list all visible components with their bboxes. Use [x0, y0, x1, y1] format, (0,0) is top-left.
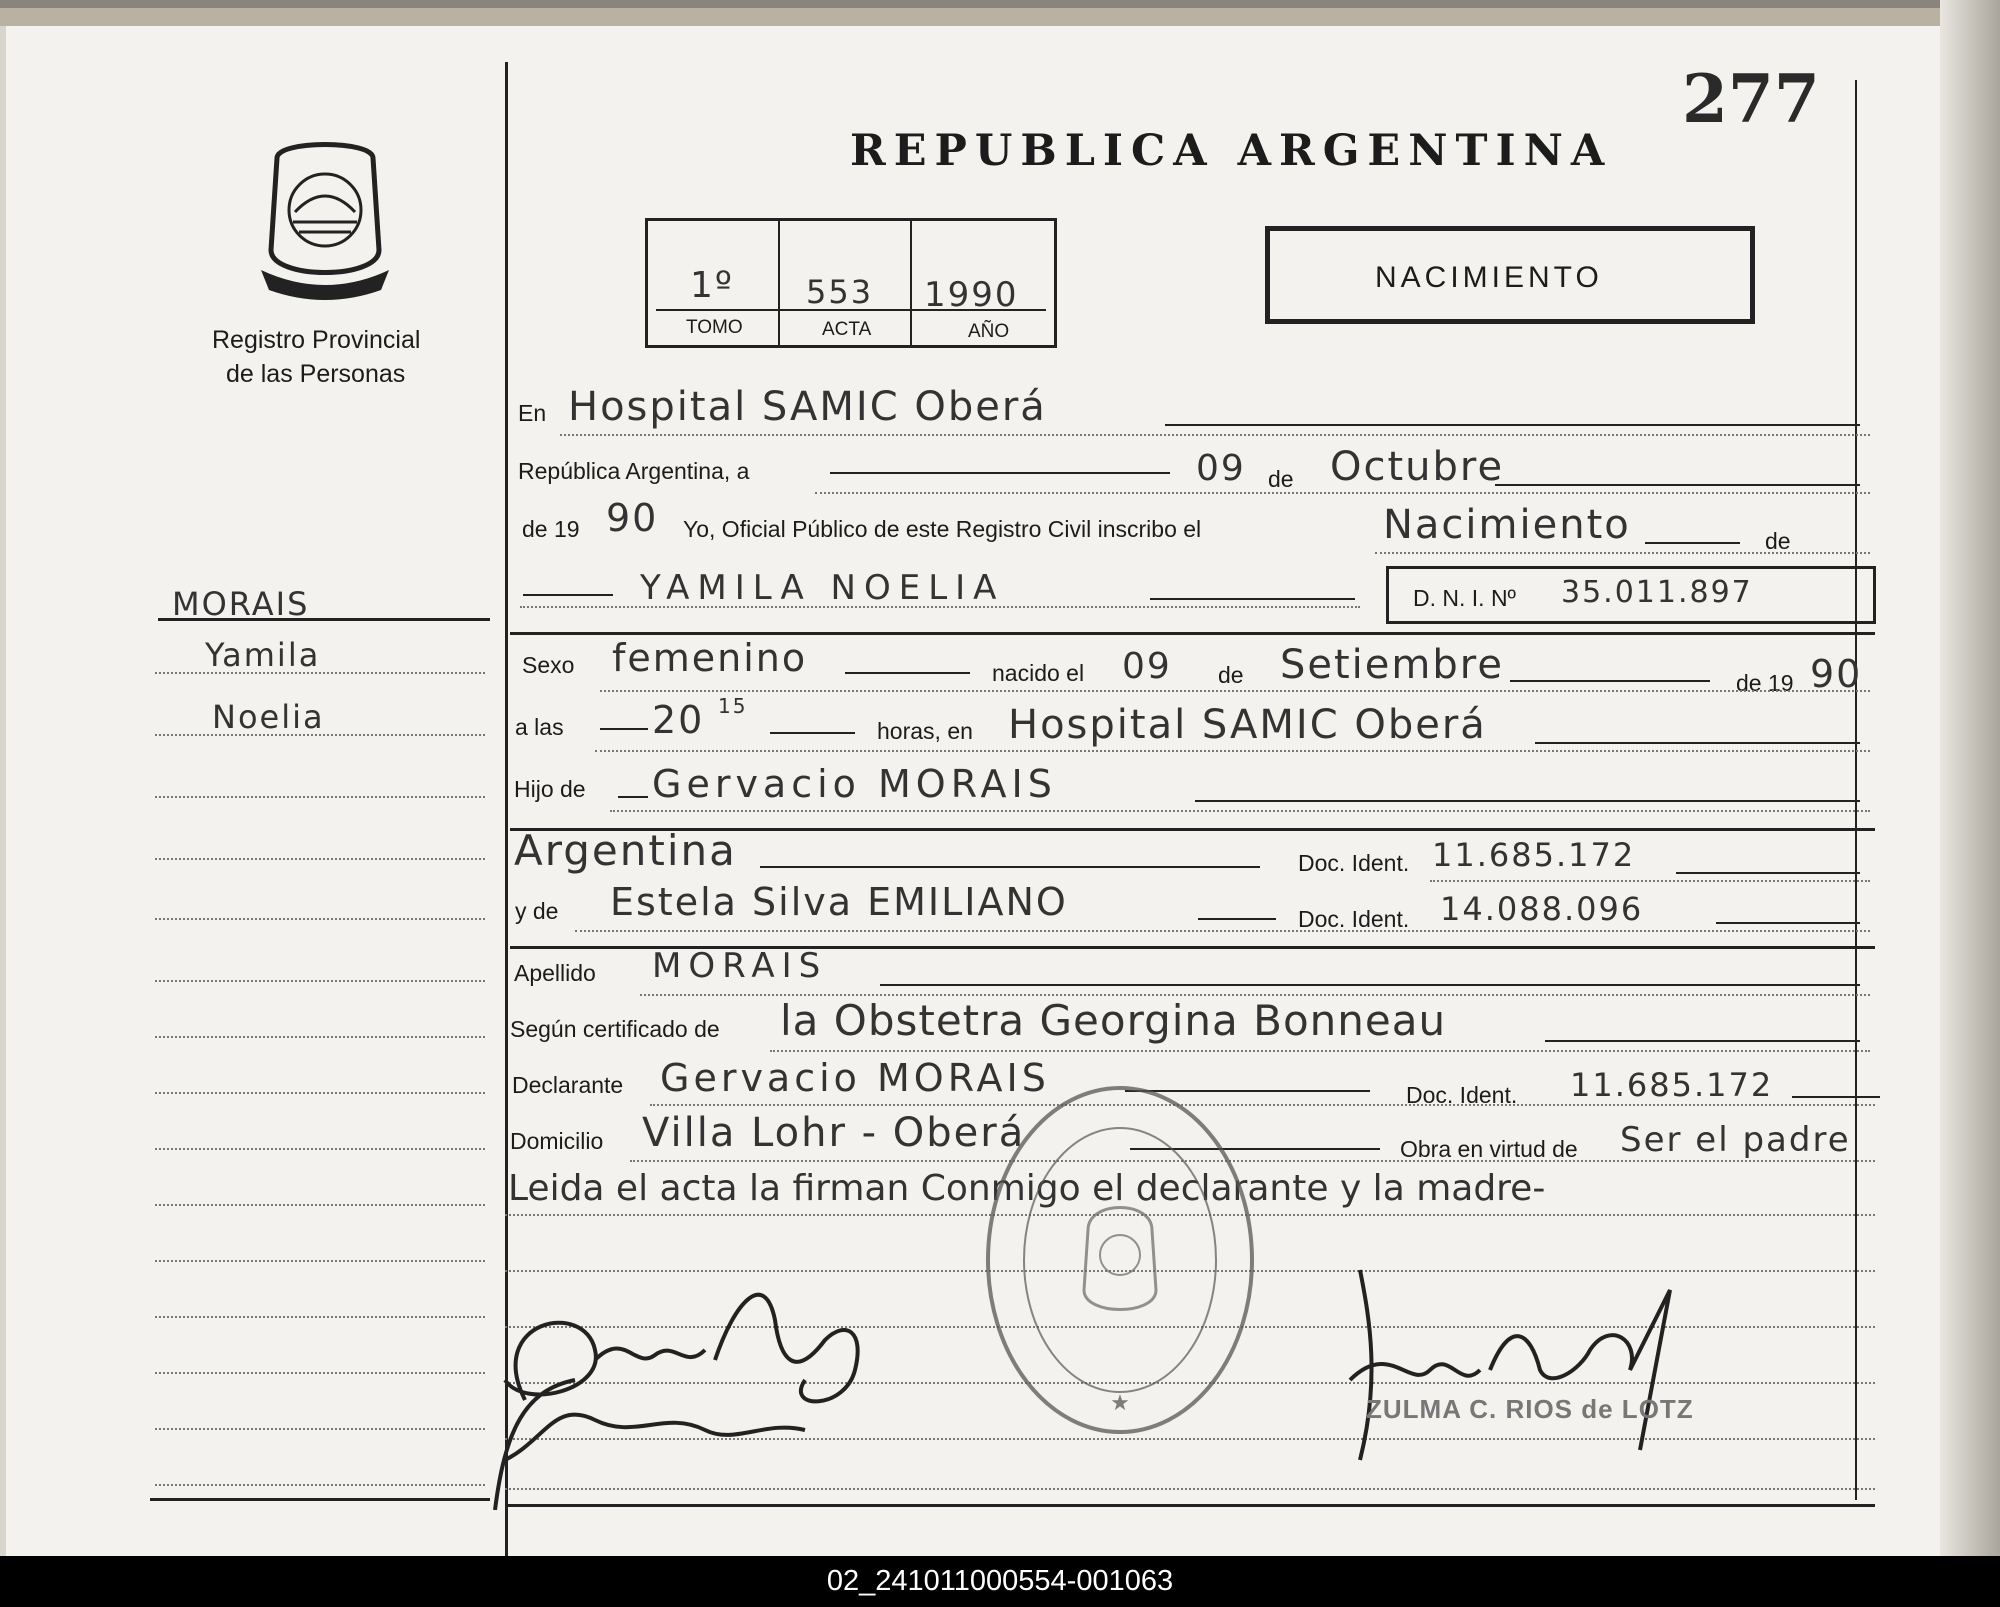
value-year-suffix: 90 [606, 496, 659, 540]
margin-line [155, 1316, 485, 1318]
value-child-name: YAMILA NOELIA [640, 568, 1005, 608]
margin-surname: MORAIS [172, 585, 310, 623]
margin-line [155, 1036, 485, 1038]
binding-edge [0, 26, 6, 1556]
fill-line [1645, 542, 1740, 544]
margin-line [155, 672, 485, 674]
margin-line [155, 1428, 485, 1430]
svg-text:★: ★ [1110, 1390, 1130, 1415]
fill-line [1676, 872, 1860, 874]
fill-line [1150, 598, 1355, 600]
margin-line [155, 1092, 485, 1094]
label-de19: de 19 [522, 516, 580, 542]
label-de1: de [1268, 466, 1294, 492]
value-father-doc: 11.685.172 [1432, 836, 1636, 874]
fill-line [830, 472, 1170, 474]
fill-line [1198, 918, 1276, 920]
fill-line [618, 796, 648, 798]
registry-line2: de las Personas [226, 360, 406, 388]
label-hijo-de: Hijo de [514, 776, 586, 802]
fill-line [1545, 1040, 1860, 1042]
fill-line [760, 866, 1260, 868]
value-surname: MORAIS [652, 946, 828, 986]
record-box [645, 218, 1057, 348]
record-rule [656, 309, 1046, 311]
value-day: 09 [1196, 448, 1246, 489]
dotted-line [650, 1104, 1875, 1106]
record-divider [910, 221, 912, 345]
section-rule [510, 632, 1875, 635]
margin-line [155, 1148, 485, 1150]
label-nacido-el: nacido el [992, 660, 1085, 686]
label-dni: D. N. I. Nº [1413, 585, 1516, 611]
label-apellido: Apellido [514, 960, 596, 986]
margin-line [155, 1484, 485, 1486]
margin-line [155, 796, 485, 798]
margin-line [155, 1372, 485, 1374]
label-horas-en: horas, en [877, 718, 973, 744]
label-obra: Obra en virtud de [1400, 1136, 1578, 1162]
dotted-line [770, 1050, 1870, 1052]
page-number: 277 [1682, 60, 1820, 138]
value-place: Hospital SAMIC Oberá [568, 384, 1047, 430]
label-en: En [518, 400, 547, 426]
label-de3: de [1218, 662, 1244, 688]
fill-line [523, 594, 613, 596]
label-de2: de [1765, 528, 1791, 554]
tomo-label: TOMO [686, 317, 743, 338]
value-birth-day: 09 [1122, 646, 1172, 687]
fill-line [880, 984, 1860, 986]
dotted-line [1430, 880, 1870, 882]
value-event: Nacimiento [1383, 502, 1631, 548]
dotted-line [1375, 552, 1870, 554]
fill-line [1165, 424, 1860, 426]
doc-type-box [1265, 226, 1755, 324]
value-closing: Leida el acta la firman Conmigo el declarante y la madre- [508, 1168, 1546, 1209]
label-sexo: Sexo [522, 652, 575, 678]
dotted-line [610, 810, 1870, 812]
country-title: REPUBLICA ARGENTINA [850, 126, 1613, 176]
fill-line [1535, 742, 1860, 744]
value-month: Octubre [1330, 444, 1505, 490]
official-name-stamp: ZULMA C. RIOS de LOTZ [1366, 1394, 1694, 1424]
fill-line [1495, 484, 1860, 486]
right-border [1855, 80, 1857, 1500]
value-certificate: la Obstetra Georgina Bonneau [780, 996, 1447, 1045]
margin-line [155, 918, 485, 920]
margin-name1: Yamila [205, 636, 321, 674]
fill-line [770, 732, 855, 734]
margin-line [155, 1260, 485, 1262]
anio-label: AÑO [968, 321, 1010, 342]
value-mother-doc: 14.088.096 [1440, 890, 1644, 928]
value-hour: 20 [652, 698, 705, 742]
value-father-nationality: Argentina [514, 826, 737, 875]
margin-line [155, 980, 485, 982]
value-declarant-doc: 11.685.172 [1570, 1066, 1774, 1104]
dotted-line [600, 690, 1870, 692]
label-doc-ident1: Doc. Ident. [1298, 850, 1410, 876]
dotted-line [575, 930, 1870, 932]
value-declarant: Gervacio MORAIS [660, 1056, 1050, 1100]
value-obra-reason: Ser el padre [1620, 1120, 1851, 1160]
fill-line [600, 728, 648, 730]
dotted-line [815, 492, 1870, 494]
margin-line [155, 734, 485, 736]
label-doc-ident2: Doc. Ident. [1298, 906, 1410, 932]
official-signature-icon [1340, 1260, 1720, 1480]
dotted-line [560, 434, 1870, 436]
fill-line [1792, 1096, 1880, 1098]
registry-line1: Registro Provincial [212, 326, 421, 354]
acta-value: 553 [806, 273, 874, 311]
label-declarante: Declarante [512, 1072, 624, 1098]
label-doc-ident3: Doc. Ident. [1406, 1082, 1518, 1108]
declarant-signature-icon [465, 1260, 915, 1510]
fill-line [1716, 922, 1860, 924]
margin-line [155, 858, 485, 860]
fill-line [845, 672, 970, 674]
fill-line [1195, 800, 1860, 802]
margin-name2: Noelia [212, 698, 325, 736]
value-father: Gervacio MORAIS [652, 762, 1057, 806]
doc-type: NACIMIENTO [1375, 261, 1603, 294]
fill-line [1510, 680, 1710, 682]
margin-line [155, 1204, 485, 1206]
value-minutes: 15 [718, 694, 748, 718]
dotted-line [520, 606, 1360, 608]
record-divider [778, 221, 780, 345]
value-dni: 35.011.897 [1561, 575, 1753, 610]
tomo-value: 1º [690, 265, 734, 306]
value-sex: femenino [612, 636, 808, 680]
value-birth-place: Hospital SAMIC Oberá [1008, 702, 1487, 748]
margin-bottom-rule [150, 1498, 490, 1501]
margin-surname-rule [158, 618, 490, 621]
label-segun: Según certificado de [510, 1016, 720, 1042]
value-birth-month: Setiembre [1280, 642, 1504, 688]
label-domicilio: Domicilio [510, 1128, 604, 1154]
anio-value: 1990 [924, 275, 1019, 315]
label-y-de: y de [515, 898, 559, 924]
acta-label: ACTA [822, 319, 872, 340]
scan-id-footer: 02_241011000554-001063 [0, 1556, 2000, 1607]
registry-stamp-icon [980, 1080, 1260, 1440]
dni-box [1386, 566, 1876, 624]
provincial-seal-icon [255, 140, 395, 300]
dotted-line [595, 750, 1870, 752]
page-edge [1940, 0, 2000, 1556]
value-address: Villa Lohr - Oberá [642, 1110, 1026, 1156]
label-de19b: de 19 [1736, 670, 1794, 696]
label-republica: República Argentina, a [518, 458, 750, 484]
value-birth-year-suffix: 90 [1810, 652, 1863, 696]
label-yo-oficial: Yo, Oficial Público de este Registro Civil inscribo el [683, 516, 1202, 542]
label-a-las: a las [515, 714, 564, 740]
value-mother: Estela Silva EMILIANO [610, 880, 1068, 924]
